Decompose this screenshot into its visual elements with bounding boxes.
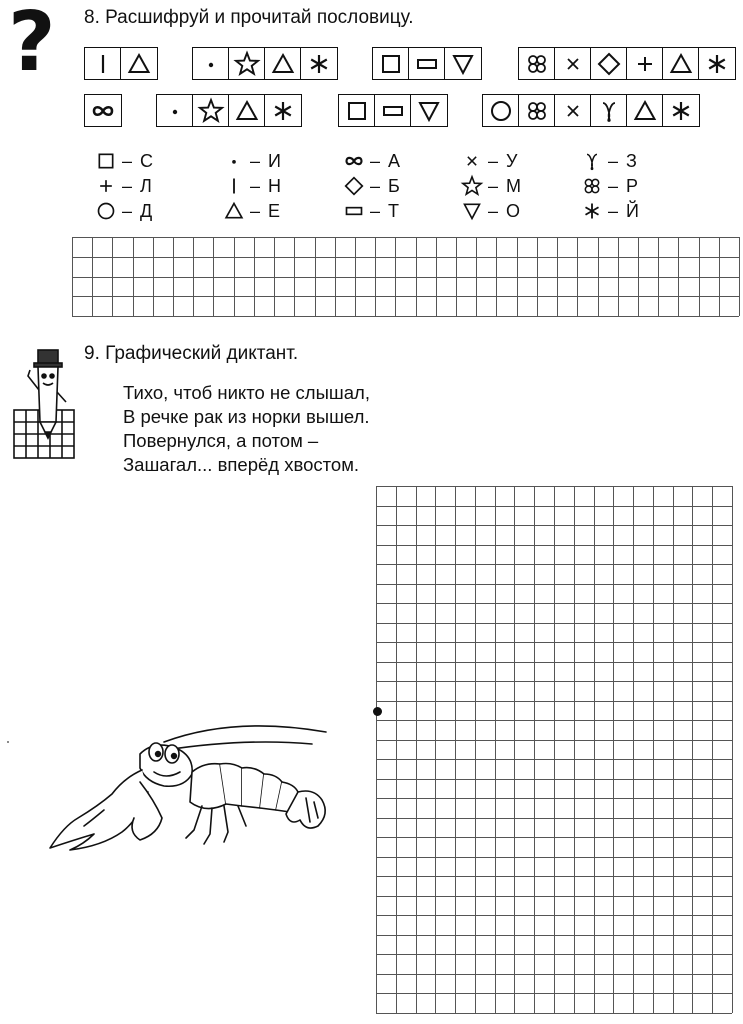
- legend-letter: Т: [388, 201, 400, 221]
- cipher-cell: [409, 48, 445, 79]
- legend-letter: И: [268, 151, 281, 171]
- legend-entry: [462, 150, 517, 172]
- dot-symbol-icon: [199, 52, 223, 76]
- poem: [123, 381, 370, 477]
- rectangle-symbol-icon: [381, 99, 405, 123]
- gamma-symbol-icon: [582, 151, 602, 171]
- legend-letter: Й: [626, 201, 639, 221]
- asterisk-symbol-icon: [582, 201, 602, 221]
- square-symbol-icon: [345, 99, 369, 123]
- task-8-title: 8. Расшифруй и прочитай пословицу.: [84, 7, 414, 28]
- legend-entry: [582, 200, 639, 222]
- cipher-word-row1-1: [84, 47, 158, 80]
- legend-dash: –: [370, 176, 381, 196]
- cipher-cell: [301, 48, 337, 79]
- triangle-symbol-icon: [224, 201, 244, 221]
- star-symbol-icon: [462, 176, 482, 196]
- cipher-cell: [229, 48, 265, 79]
- down-triangle-symbol-icon: [462, 201, 482, 221]
- times-symbol-icon: [561, 99, 585, 123]
- cipher-cell: [627, 48, 663, 79]
- times-symbol-icon: [462, 151, 482, 171]
- legend-dash: –: [370, 201, 381, 221]
- bar-symbol-icon: [224, 176, 244, 196]
- legend-entry: [462, 200, 520, 222]
- legend-letter: Р: [626, 176, 639, 196]
- cipher-cell: [375, 95, 411, 126]
- cipher-cell: [519, 95, 555, 126]
- cipher-cell: [85, 48, 121, 79]
- legend-dash: –: [608, 201, 619, 221]
- times-symbol-icon: [561, 52, 585, 76]
- cipher-word-row2-3: [338, 94, 448, 127]
- star-symbol-icon: [235, 52, 259, 76]
- crayfish-illustration: [44, 722, 334, 862]
- legend-entry: [96, 150, 153, 172]
- legend-entry: [344, 175, 400, 197]
- cipher-cell: [445, 48, 481, 79]
- legend-entry: [224, 200, 280, 222]
- cipher-cell: [555, 95, 591, 126]
- legend-dash: –: [250, 176, 261, 196]
- triangle-symbol-icon: [127, 52, 151, 76]
- diamond-symbol-icon: [597, 52, 621, 76]
- plus-symbol-icon: [96, 176, 116, 196]
- cipher-cell: [663, 95, 699, 126]
- speck: [7, 741, 9, 743]
- legend-letter: С: [140, 151, 154, 171]
- cipher-legend: [96, 150, 696, 225]
- asterisk-symbol-icon: [705, 52, 729, 76]
- legend-entry: [224, 150, 281, 172]
- circle-symbol-icon: [96, 201, 116, 221]
- triangle-symbol-icon: [271, 52, 295, 76]
- bar-symbol-icon: [91, 52, 115, 76]
- legend-entry: [344, 200, 399, 222]
- legend-letter: Л: [140, 176, 152, 196]
- legend-letter: З: [626, 151, 637, 171]
- answer-grid-8[interactable]: [72, 237, 740, 317]
- legend-entry: [582, 150, 637, 172]
- legend-entry: [462, 175, 521, 197]
- cipher-cell: [411, 95, 447, 126]
- legend-letter: М: [506, 176, 522, 196]
- cipher-cell: [699, 48, 735, 79]
- cipher-cell: [339, 95, 375, 126]
- legend-letter: Н: [268, 176, 282, 196]
- infinity-symbol-icon: [91, 99, 115, 123]
- dictation-grid[interactable]: [376, 486, 733, 1014]
- plus-symbol-icon: [633, 52, 657, 76]
- star-symbol-icon: [199, 99, 223, 123]
- legend-entry: [344, 150, 400, 172]
- cipher-cell: [663, 48, 699, 79]
- legend-dash: –: [488, 176, 499, 196]
- rectangle-symbol-icon: [415, 52, 439, 76]
- legend-entry: [96, 175, 152, 197]
- clover-symbol-icon: [525, 99, 549, 123]
- task-9-title: 9. Графический диктант.: [84, 343, 299, 364]
- clover-symbol-icon: [582, 176, 602, 196]
- dot-symbol-icon: [224, 151, 244, 171]
- legend-dash: –: [122, 176, 133, 196]
- diamond-symbol-icon: [344, 176, 364, 196]
- cipher-word-row2-1: [84, 94, 122, 127]
- question-mark-icon: ?: [8, 0, 56, 90]
- triangle-symbol-icon: [235, 99, 259, 123]
- poem-line: Повернулся, а потом –: [123, 430, 319, 451]
- cipher-cell: [229, 95, 265, 126]
- legend-letter: У: [506, 151, 518, 171]
- triangle-symbol-icon: [669, 52, 693, 76]
- cipher-cell: [85, 95, 121, 126]
- gamma-symbol-icon: [597, 99, 621, 123]
- poem-line: Тихо, чтоб никто не слышал,: [123, 382, 370, 403]
- legend-dash: –: [250, 201, 261, 221]
- cipher-cell: [265, 48, 301, 79]
- circle-symbol-icon: [489, 99, 513, 123]
- legend-dash: –: [608, 176, 619, 196]
- legend-letter: Б: [388, 176, 400, 196]
- cipher-word-row2-4: [482, 94, 700, 127]
- cipher-cell: [265, 95, 301, 126]
- legend-dash: –: [608, 151, 619, 171]
- start-point-dot: [373, 707, 382, 716]
- clover-symbol-icon: [525, 52, 549, 76]
- cipher-word-row1-4: [518, 47, 736, 80]
- square-symbol-icon: [379, 52, 403, 76]
- triangle-symbol-icon: [633, 99, 657, 123]
- legend-entry: [582, 175, 638, 197]
- cipher-word-row1-2: [192, 47, 338, 80]
- legend-entry: [96, 200, 152, 222]
- cipher-cell: [555, 48, 591, 79]
- down-triangle-symbol-icon: [417, 99, 441, 123]
- cipher-word-row1-3: [372, 47, 482, 80]
- cipher-cell: [519, 48, 555, 79]
- cipher-cell: [373, 48, 409, 79]
- cipher-cell: [157, 95, 193, 126]
- asterisk-symbol-icon: [271, 99, 295, 123]
- legend-letter: А: [388, 151, 401, 171]
- legend-letter: Д: [140, 201, 153, 221]
- legend-letter: О: [506, 201, 521, 221]
- legend-dash: –: [250, 151, 261, 171]
- cipher-cell: [193, 95, 229, 126]
- cipher-cell: [627, 95, 663, 126]
- dot-symbol-icon: [163, 99, 187, 123]
- legend-letter: Е: [268, 201, 281, 221]
- poem-line: В речке рак из норки вышел.: [123, 406, 370, 427]
- cipher-cell: [591, 48, 627, 79]
- down-triangle-symbol-icon: [451, 52, 475, 76]
- cipher-cell: [193, 48, 229, 79]
- cipher-cell: [121, 48, 157, 79]
- legend-dash: –: [488, 201, 499, 221]
- infinity-symbol-icon: [344, 151, 364, 171]
- legend-dash: –: [488, 151, 499, 171]
- asterisk-symbol-icon: [669, 99, 693, 123]
- legend-dash: –: [370, 151, 381, 171]
- square-symbol-icon: [96, 151, 116, 171]
- pencil-character-icon: [10, 346, 78, 469]
- rectangle-symbol-icon: [344, 201, 364, 221]
- legend-dash: –: [122, 201, 133, 221]
- legend-dash: –: [122, 151, 133, 171]
- asterisk-symbol-icon: [307, 52, 331, 76]
- cipher-word-row2-2: [156, 94, 302, 127]
- cipher-cell: [591, 95, 627, 126]
- cipher-cell: [483, 95, 519, 126]
- legend-entry: [224, 175, 281, 197]
- poem-line: Зашагал... вперёд хвостом.: [123, 454, 360, 475]
